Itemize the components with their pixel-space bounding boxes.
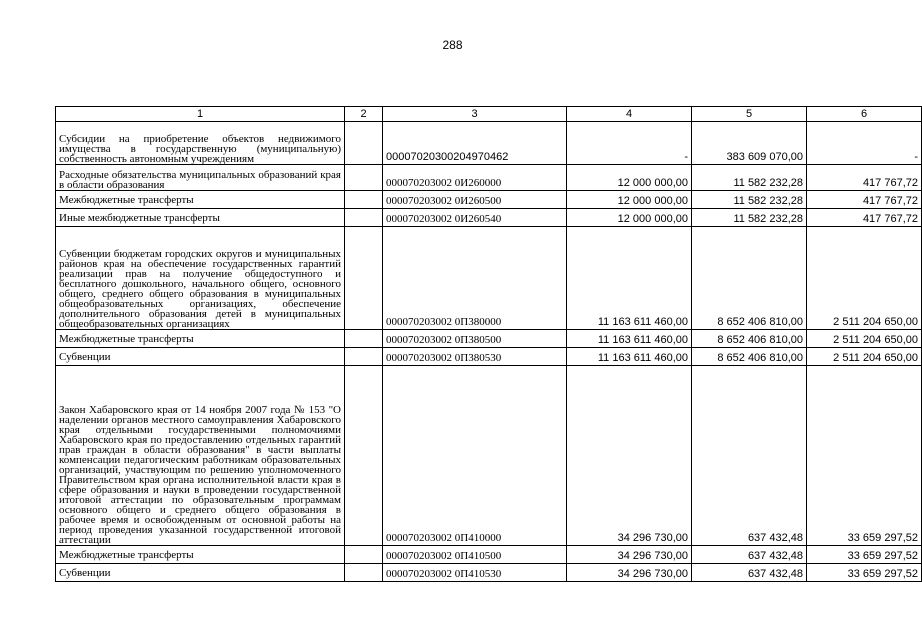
column-header: 3 — [383, 107, 567, 122]
table-row — [56, 165, 922, 191]
row-value-col5-cell: 383 609 070,00 — [692, 122, 807, 165]
row-name-cell: Межбюджетные трансферты — [56, 546, 345, 564]
table-row — [56, 209, 922, 227]
row-col2-cell — [345, 564, 383, 582]
table-row — [56, 330, 922, 348]
row-value-col6-cell: 417 767,72 — [807, 191, 922, 209]
row-value-col4-cell: 34 296 730,00 — [567, 366, 692, 546]
table-row — [56, 546, 922, 564]
row-value-col5-cell: 11 582 232,28 — [692, 165, 807, 191]
row-col2-cell — [345, 546, 383, 564]
row-value-col4-cell: 11 163 611 460,00 — [567, 348, 692, 366]
row-code-cell: 000070203002 0П380530 — [383, 348, 567, 366]
table-row — [56, 122, 922, 165]
row-name-cell: Иные межбюджетные трансферты — [56, 209, 345, 227]
column-header: 5 — [692, 107, 807, 122]
row-code-cell: 000070203002 0П410500 — [383, 546, 567, 564]
row-col2-cell — [345, 227, 383, 330]
row-col2-cell — [345, 366, 383, 546]
row-value-col6-cell: 417 767,72 — [807, 209, 922, 227]
table-row — [56, 366, 922, 546]
table-row — [56, 348, 922, 366]
row-value-col6-cell: 33 659 297,52 — [807, 564, 922, 582]
page-number: 288 — [442, 38, 463, 52]
row-name-cell: Закон Хабаровского края от 14 ноября 2007 года № 153 "О наделении органов местного самоуправления Хабаровского края отдельными государственными полномочиями Хабаровского края по предоставлению отдельных гарантий прав граждан в области образования" в части выплаты компенсации педагогическим работникам образовательных организаций, участвующим по решению уполномоченного Правительством края органа исполнительной власти края в сфере образования и науки в проведении государственной итоговой аттестации по образовательным программам основного общего и среднего общего образования в рабочее время и освобожденным от основной работы на период проведения указанной государственной итоговой аттестации — [56, 366, 345, 546]
row-name-cell: Расходные обязательства муниципальных образований края в области образования — [56, 165, 345, 191]
row-col2-cell — [345, 191, 383, 209]
row-value-col5-cell: 11 582 232,28 — [692, 209, 807, 227]
column-header: 4 — [567, 107, 692, 122]
table-row — [56, 191, 922, 209]
table-row — [56, 564, 922, 582]
row-value-col5-cell: 637 432,48 — [692, 366, 807, 546]
row-value-col5-cell: 637 432,48 — [692, 546, 807, 564]
row-value-col4-cell: 11 163 611 460,00 — [567, 330, 692, 348]
row-code-cell: 000070203002 0И260000 — [383, 165, 567, 191]
column-header: 6 — [807, 107, 922, 122]
row-value-col4-cell: 34 296 730,00 — [567, 546, 692, 564]
column-header: 1 — [56, 107, 345, 122]
row-col2-cell — [345, 122, 383, 165]
row-value-col5-cell: 8 652 406 810,00 — [692, 330, 807, 348]
row-value-col4-cell: 12 000 000,00 — [567, 165, 692, 191]
row-value-col6-cell: 2 511 204 650,00 — [807, 348, 922, 366]
row-value-col5-cell: 637 432,48 — [692, 564, 807, 582]
row-col2-cell — [345, 165, 383, 191]
row-code-cell: 000070203002 0П380000 — [383, 227, 567, 330]
row-code-cell: 000070203002 0И260500 — [383, 191, 567, 209]
row-code-cell: 00007020300204970462 — [383, 122, 567, 165]
row-value-col4-cell: 12 000 000,00 — [567, 191, 692, 209]
row-value-col6-cell: 33 659 297,52 — [807, 546, 922, 564]
row-value-col4-cell: 12 000 000,00 — [567, 209, 692, 227]
row-value-col4-cell: 11 163 611 460,00 — [567, 227, 692, 330]
row-name-cell: Субвенции — [56, 348, 345, 366]
row-value-col6-cell: 33 659 297,52 — [807, 366, 922, 546]
row-value-col4-cell: - — [567, 122, 692, 165]
row-value-col6-cell: - — [807, 122, 922, 165]
row-col2-cell — [345, 209, 383, 227]
column-header: 2 — [345, 107, 383, 122]
row-name-cell: Межбюджетные трансферты — [56, 191, 345, 209]
row-code-cell: 000070203002 0П410000 — [383, 366, 567, 546]
row-name-cell: Межбюджетные трансферты — [56, 330, 345, 348]
row-value-col6-cell: 2 511 204 650,00 — [807, 227, 922, 330]
row-value-col5-cell: 8 652 406 810,00 — [692, 227, 807, 330]
row-code-cell: 000070203002 0И260540 — [383, 209, 567, 227]
row-value-col6-cell: 2 511 204 650,00 — [807, 330, 922, 348]
row-code-cell: 000070203002 0П380500 — [383, 330, 567, 348]
row-name-cell: Субсидии на приобретение объектов недвижимого имущества в государственную (муниципальную) собственность автономным учреждениям — [56, 122, 345, 165]
row-value-col4-cell: 34 296 730,00 — [567, 564, 692, 582]
row-name-cell: Субвенции — [56, 564, 345, 582]
header-row — [56, 107, 922, 122]
row-value-col5-cell: 8 652 406 810,00 — [692, 348, 807, 366]
table-row — [56, 227, 922, 330]
row-value-col5-cell: 11 582 232,28 — [692, 191, 807, 209]
row-code-cell: 000070203002 0П410530 — [383, 564, 567, 582]
row-name-cell: Субвенции бюджетам городских округов и муниципальных районов края на обеспечение государственных гарантий реализации прав на получение общедоступного и бесплатного дошкольного, начального общего, основного общего, среднего общего образования в муниципальных общеобразовательных организациях, обеспечение дополнительного образования детей в муниципальных общеобразовательных организациях — [56, 227, 345, 330]
budget-table — [55, 106, 922, 582]
row-value-col6-cell: 417 767,72 — [807, 165, 922, 191]
row-col2-cell — [345, 348, 383, 366]
row-col2-cell — [345, 330, 383, 348]
